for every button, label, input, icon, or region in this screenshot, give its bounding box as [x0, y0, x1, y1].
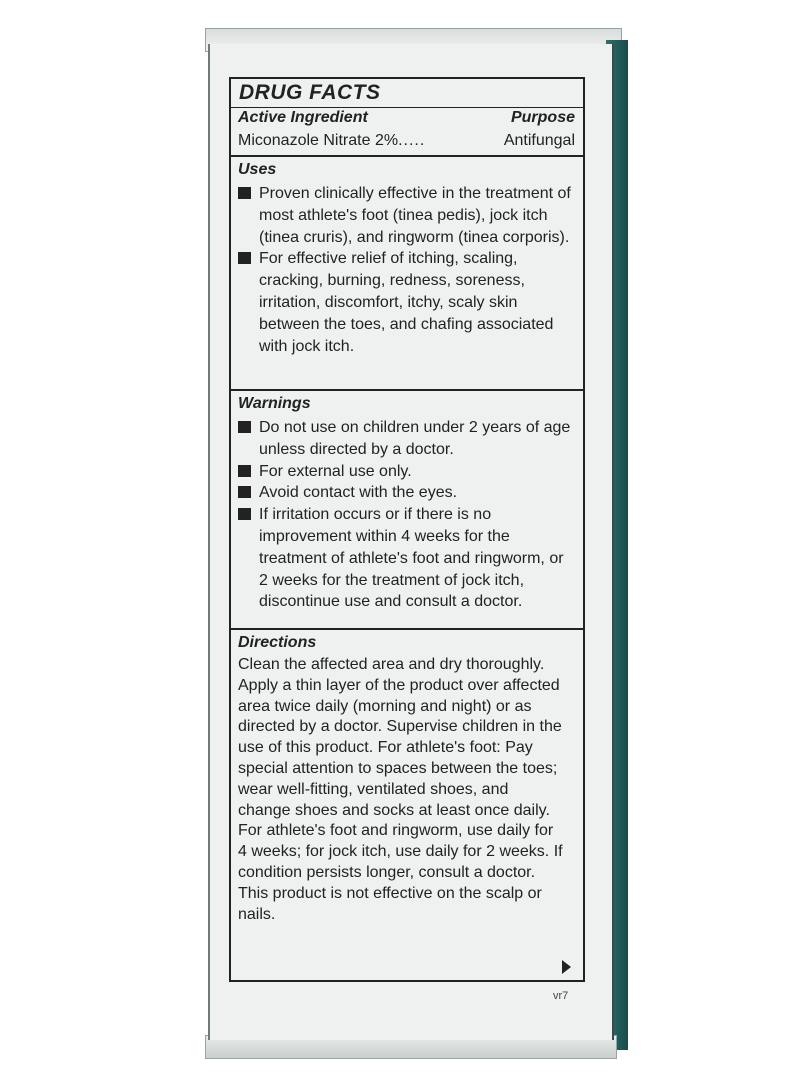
directions-text: Clean the affected area and dry thoroughly. Apply a thin layer of the product over affected area twice daily (morning and night) or as directed by a doctor. Supervise children in the use of this product. For athlete's foot: Pay special attention to spaces between the toes; wear well-fitting, ventilated shoes, and change shoes and socks at least once daily. For athlete's foot and ringworm, use daily for 4 weeks; for jock itch, use daily for 2 weeks. If condition persists longer, consult a doctor. This product is not effective on the scalp or nails.	[238, 656, 563, 923]
list-item: Avoid contact with the eyes.	[238, 482, 575, 504]
directions-section	[231, 632, 583, 982]
list-item: Do not use on children under 2 years of age unless directed by a doctor.	[238, 417, 575, 461]
warnings-heading: Warnings	[238, 395, 311, 412]
bullet-square-icon	[238, 252, 251, 264]
drug-facts-header	[231, 79, 583, 108]
list-item: Proven clinically effective in the treatment of most athlete's foot (tinea pedis), jock itch (tinea cruris), and ringworm (tinea corporis).	[238, 183, 575, 248]
bullet-square-icon	[238, 421, 251, 433]
uses-section	[231, 159, 583, 391]
panel-code: vr7	[553, 990, 569, 1002]
continue-arrow-icon	[562, 960, 571, 974]
drug-facts-title: DRUG FACTS	[239, 81, 381, 104]
uses-heading: Uses	[238, 161, 277, 178]
ingredient-dots: .....	[398, 132, 426, 149]
list-item: For effective relief of itching, scaling, cracking, burning, redness, soreness, irritation, discomfort, itchy, scaly skin between the toes, and chafing associated with jock itch.	[238, 248, 575, 357]
bullet-square-icon	[238, 486, 251, 498]
ingredient-row	[238, 132, 575, 154]
list-item: For external use only.	[238, 461, 575, 483]
purpose-heading: Purpose	[510, 109, 575, 126]
uses-list	[238, 183, 575, 357]
ingredient-name: Miconazole Nitrate 2%	[238, 132, 399, 149]
active-ingredient-section	[231, 107, 583, 157]
bullet-square-icon	[238, 508, 251, 520]
bullet-square-icon	[238, 465, 251, 477]
active-ingredient-heading: Active Ingredient	[238, 109, 368, 126]
bullet-square-icon	[238, 187, 251, 199]
directions-heading: Directions	[238, 634, 317, 651]
drug-facts-box	[229, 77, 585, 982]
ingredient-purpose: Antifungal	[503, 132, 575, 149]
warnings-list	[238, 417, 575, 613]
list-item: If irritation occurs or if there is no improvement within 4 weeks for the treatment of athlete's foot and ringworm, or 2 weeks for the treatment of jock itch, discontinue use and consult a doctor.	[238, 504, 575, 613]
warnings-section	[231, 393, 583, 630]
